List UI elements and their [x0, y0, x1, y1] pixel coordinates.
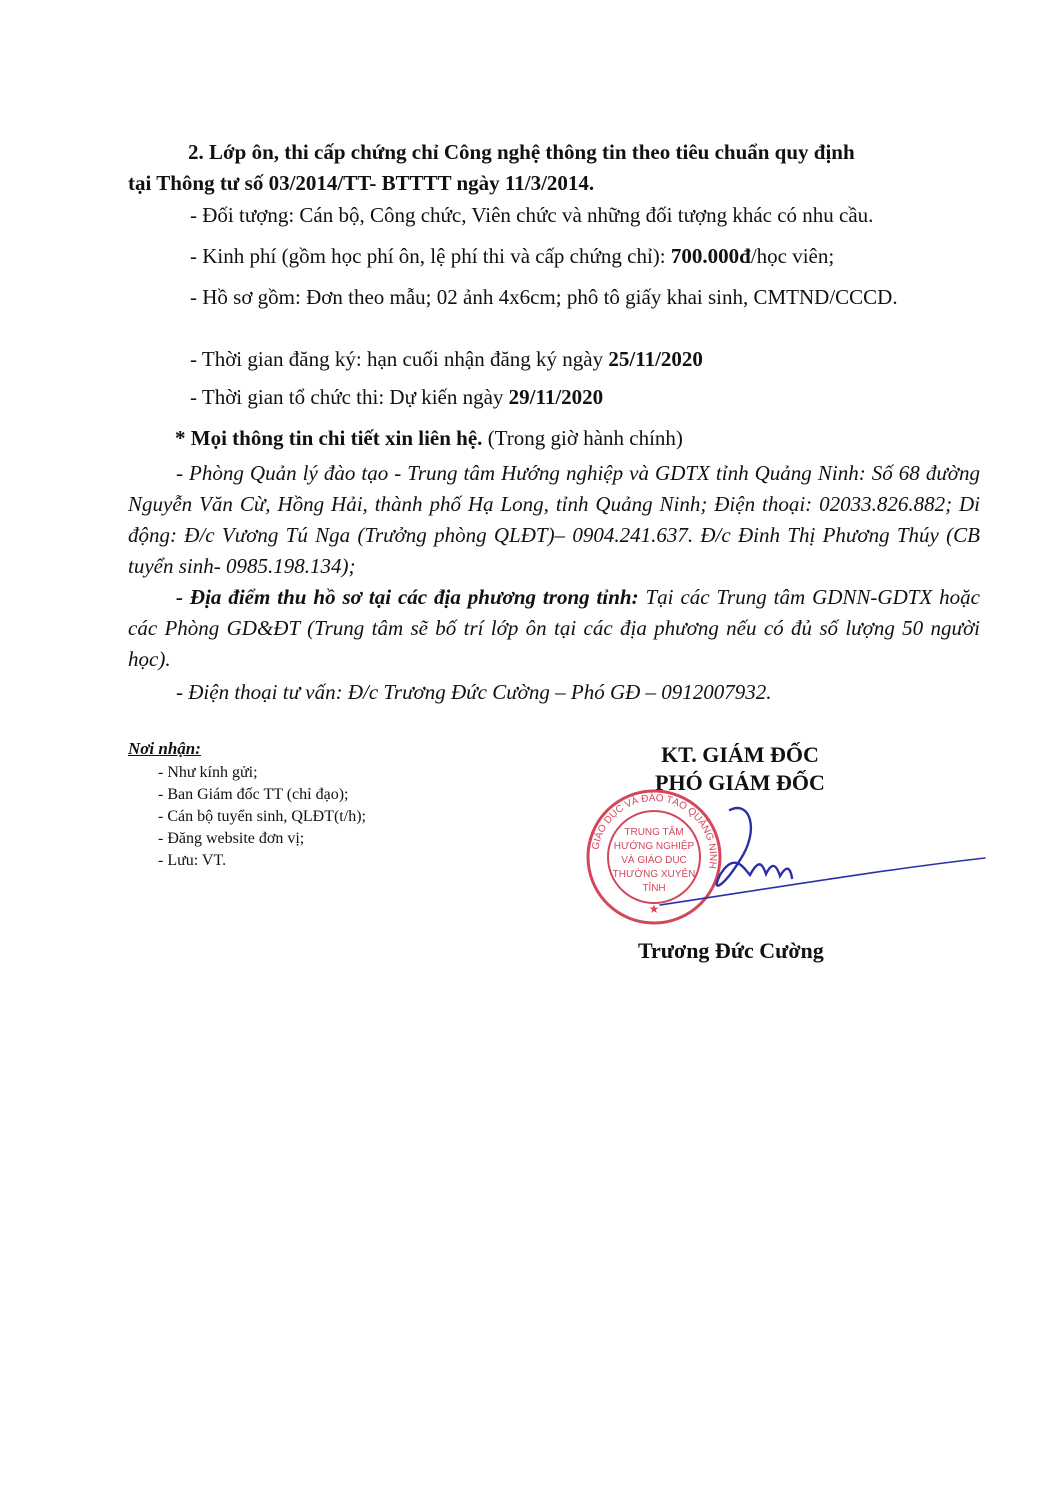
- fee-prefix: - Kinh phí (gồm học phí ôn, lệ phí thi và cấp chứng chỉ):: [190, 244, 671, 268]
- exam-date: 29/11/2020: [508, 385, 604, 409]
- docs-line: - Hồ sơ gồm: Đơn theo mẫu; 02 ảnh 4x6cm; phô tô giấy khai sinh, CMTND/CCCD.: [190, 285, 898, 309]
- stamp-line: TỈNH: [642, 883, 666, 894]
- recipient-item: - Như kính gửi;: [158, 764, 258, 781]
- registration-date: 25/11/2020: [608, 347, 703, 371]
- exam-line: [190, 382, 603, 413]
- signer-name: Trương Đức Cường: [638, 938, 824, 963]
- fee-suffix: /học viên;: [750, 244, 835, 268]
- fee-amount: 700.000đ: [670, 244, 751, 268]
- handwritten-signature: [640, 800, 990, 930]
- exam-prefix: - Thời gian tổ chức thi: Dự kiến ngày: [190, 385, 509, 409]
- registration-prefix: - Thời gian đăng ký: hạn cuối nhận đăng ký ngày: [190, 347, 609, 371]
- contact-heading: [175, 423, 683, 454]
- contact-office: - Phòng Quản lý đào tạo - Trung tâm Hướng nghiệp và GDTX tỉnh Quảng Ninh: Số 68 đường Nguyễn Văn Cừ, Hồng Hải, thành phố Hạ Long, tỉnh Quảng Ninh; Điện thoại: 02033.826.882; Di động: Đ/c Vương Tú Nga (Trưởng phòng QLĐT)– 0904.241.637. Đ/c Đinh Thị Phương Thúy (CB tuyển sinh- 0985.198.134);: [128, 461, 980, 578]
- stamp-ring-text: GIÁO DỤC VÀ ĐÀO TẠO QUẢNG NINH: [590, 792, 719, 870]
- recipients-title: Nơi nhận:: [128, 739, 201, 758]
- registration-line: [190, 344, 703, 375]
- collection-location: [128, 582, 980, 675]
- signature-title-2: PHÓ GIÁM ĐỐC: [655, 770, 825, 795]
- collection-location-label: - Địa điểm thu hồ sơ tại các địa phương trong tỉnh:: [176, 585, 639, 609]
- contact-heading-bold: * Mọi thông tin chi tiết xin liên hệ.: [175, 426, 483, 450]
- stamp-line: TRUNG TÂM: [624, 827, 684, 838]
- recipient-item: - Cán bộ tuyển sinh, QLĐT(t/h);: [158, 808, 366, 825]
- collection-location-text: Tại các Trung tâm GDNN-GDTX hoặc các Phòng GD&ĐT (Trung tâm sẽ bố trí lớp ôn tại các địa phương nếu có đủ số lượng 50 người học).: [128, 585, 980, 671]
- fee-line: [190, 241, 834, 272]
- audience-line: - Đối tượng: Cán bộ, Công chức, Viên chức và những đối tượng khác có nhu cầu.: [190, 203, 874, 227]
- section-heading-line2: tại Thông tư số 03/2014/TT- BTTTT ngày 11/3/2014.: [128, 171, 595, 195]
- recipients-block: [128, 738, 366, 872]
- hotline-line: - Điện thoại tư vấn: Đ/c Trương Đức Cường – Phó GĐ – 0912007932.: [176, 680, 772, 704]
- stamp-line: VÀ GIÁO DỤC: [621, 855, 687, 866]
- recipient-item: - Ban Giám đốc TT (chỉ đạo);: [158, 786, 349, 803]
- recipient-item: - Đăng website đơn vị;: [158, 830, 305, 847]
- stamp-line: HƯỚNG NGHIỆP: [613, 841, 695, 852]
- contact-heading-normal: (Trong giờ hành chính): [482, 426, 683, 450]
- stamp-star-icon: ★: [648, 902, 660, 916]
- recipient-item: - Lưu: VT.: [158, 852, 227, 869]
- stamp-line: THƯỜNG XUYÊN: [612, 869, 696, 880]
- section-heading-line1: 2. Lớp ôn, thi cấp chứng chỉ Công nghệ thông tin theo tiêu chuẩn quy định: [188, 140, 855, 164]
- signature-title-1: KT. GIÁM ĐỐC: [661, 742, 819, 767]
